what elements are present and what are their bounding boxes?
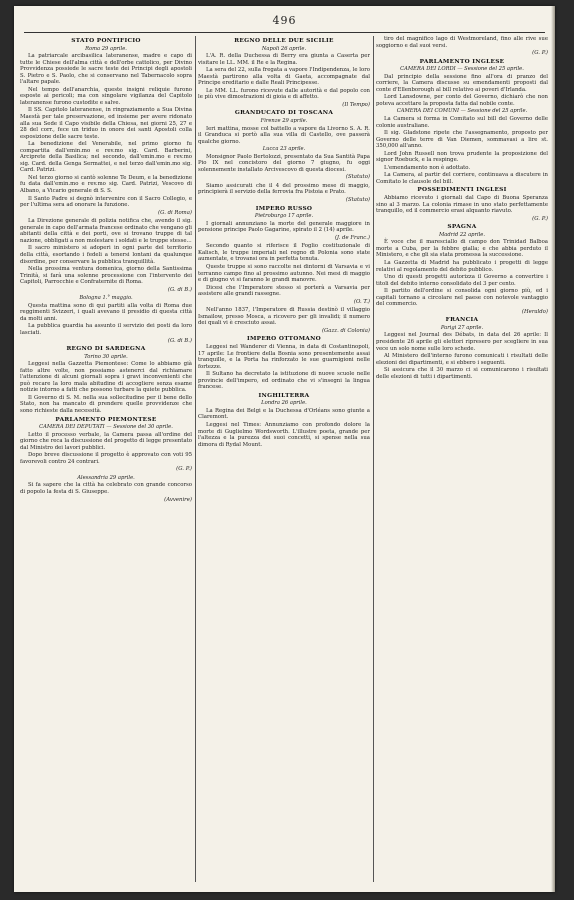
article-paragraph: La Direzione generale di polizia notifica che, avendo il sig. generale in capo dell'armata francese ordinato che vengano gli abitanti della città e dei porti, ove si trovano truppe di tal nazione, obbligati a non molestare i soldati e le truppe stesse... xyxy=(20,218,192,244)
dateline: CAMERA DEI LORDI — Sessione del 25 aprile. xyxy=(400,66,524,73)
page-header xyxy=(14,10,555,32)
article-paragraph: Leggesi nel Journal des Débats, in data del 26 aprile: Il presidente 26 aprile gli elettori ripresero per scegliere in sua vece un solo nome sulle loro schede. xyxy=(376,332,548,352)
article-paragraph: Leggesi nella Gazzetta Piemontese: Come lo abbiamo già fatto altre volte, non possiamo astenerci dal richiamare l'attenzione di alcuni giornali sopra i gravi inconvenienti che può recare la loro mala abitudine di accogliere senza esame notizie intorno a fatti che possono turbare la quiete pubblica. xyxy=(20,361,192,394)
header-rule xyxy=(24,32,545,33)
article-paragraph: Nel tempo dell'anarchia, queste insigni reliquie furono esposte ai pericoli; ma con singolare vigilanza del Capitolo lateranense furono custodite e salve. xyxy=(20,86,192,106)
article-paragraph: Nel terzo giorno si cantò solenne Te Deum, e la benedizione fu data dall'emin.mo e rev.mo sig. Card. Patrizi, Vescovo di Albano, a Vicario generale di S. S. xyxy=(20,174,192,195)
article-paragraph: Al Ministero dell'interno furono comunicati i risultati delle elezioni dei dipartimenti, e si ebbero i seguenti. xyxy=(376,353,548,366)
article-paragraph: Letto il processo verbale, la Camera passa all'ordine del giorno che reca la discussione del progetto di legge presentato dal Ministro dei lavori pubblici. xyxy=(20,431,192,451)
article-paragraph: Il Santo Padre si degnò intervenire con il Sacro Collegio, e per l'ultima sera ad onorare la funzione. xyxy=(20,195,192,209)
article-paragraph: L'emendamento non è adottato. xyxy=(384,164,471,171)
article-paragraph: L'A. R. della Duchessa di Berry era giunta a Caserta per visitare le LL. MM. il Re e la Regina. xyxy=(198,53,370,66)
source-attribution: (G. P.) xyxy=(176,466,192,473)
dateline: Alessandria 29 aprile. xyxy=(77,474,135,481)
section-heading: PARLAMENTO INGLESE xyxy=(419,58,505,65)
article-paragraph: Si fa sapere che la città ha celebrato con grande concorso di popolo la festa di S. Giuseppe. xyxy=(20,482,192,495)
dateline: Torino 30 aprile. xyxy=(84,353,128,360)
source-attribution: (Statuto) xyxy=(345,174,370,181)
column-2 xyxy=(198,36,370,882)
article-paragraph: La benedizione del Venerabile, nel primo giorno fu compartita dall'emin.mo e rev.mo sig. Card. Barberini, Arciprete della Basilica; nel secondo, dall'emin.mo e rev.mo sig. Card. della Genga Sermattei, e nel terzo dall'emin.mo sig. Card. Patrizi. xyxy=(20,141,192,174)
source-attribution: (Avvenire) xyxy=(164,496,192,503)
page-number: 496 xyxy=(272,14,297,27)
dateline: Londra 26 aprile. xyxy=(261,400,307,407)
column-divider-2 xyxy=(373,36,374,882)
dateline: Roma 29 aprile. xyxy=(85,45,127,52)
article-paragraph: Lord Lansdowne, per conto del Governo, dichiarò che non poteva accettare la proposta fatta dal nobile conte. xyxy=(376,94,548,107)
article-paragraph: tiro del magnifico lago di Westmoreland, fino alle rive sue soggiorno e dal suoi versi. xyxy=(376,36,548,49)
article-paragraph: La pubblica guardia ha assunto il servizio dei posti da loro lasciati. xyxy=(20,323,192,336)
section-heading: SPAGNA xyxy=(447,224,477,231)
article-paragraph: Dopo breve discussione il progetto è approvato con voti 95 favorevoli contro 24 contrari. xyxy=(20,452,192,465)
article-paragraph: Il partito dell'ordine si consolida ogni giorno più, ed i capitali tornano a circolare nel paese con notevole vantaggio del commercio. xyxy=(376,288,548,308)
article-paragraph: Uno di questi progetti autorizza il Governo a convertire i titoli del debito interno consolidato del 3 per cento. xyxy=(376,274,548,287)
article-paragraph: I giornali annunziano la morte del generale maggiore in pensione principe Paolo Gagarine, spirato il 2 (14) aprile. xyxy=(198,220,370,234)
source-attribution: (G. di B.) xyxy=(167,286,192,293)
source-attribution: (Heraldo) xyxy=(521,308,548,315)
dateline: Madrid 22 aprile. xyxy=(438,231,485,238)
article-paragraph: La sera del 22, sulla fregata a vapore l'Indipendenza, le loro Maestà partirono alla volta di Gaeta, accompagnate dal Principe ereditario e dalle Reali Principesse. xyxy=(198,67,370,87)
article-paragraph: La Regina dei Belgi e la Duchessa d'Orléans sono giunte a Claremont. xyxy=(198,407,370,421)
article-paragraph: La Camera, al partir del corriere, continuava a discutere in Comitato le clausole del bill. xyxy=(376,172,548,185)
source-attribution: (G. di B.) xyxy=(167,337,192,344)
dateline: Firenze 29 aprile. xyxy=(260,118,308,125)
article-paragraph: Monsignor Paolo Bertolozzi, presentato da Sua Santità Papa Pio IX nel concistoro del giorno 7 giugno, fu oggi solennemente installato Arcivescovo di questa diocesi. xyxy=(198,153,370,173)
article-paragraph: Questa mattina sono di qui partiti alla volta di Roma due reggimenti Svizzeri, i quali avevano il presidio di questa città da molti anni. xyxy=(20,302,192,322)
section-heading: INGHILTERRA xyxy=(258,392,310,399)
section-heading: STATO PONTIFICIO xyxy=(71,38,141,44)
dateline: CAMERA DEI COMUNI — Sessione del 25 aprile. xyxy=(396,108,528,115)
section-heading: REGNO DI SARDEGNA xyxy=(66,346,146,353)
article-paragraph: Il Governo di S. M. nella sua sollecitudine per il bene dello Stato, non ha mancato di prendere quelle provvidenze che sono richieste dalla necessità. xyxy=(20,394,192,414)
article-paragraph: La Gazzetta di Madrid ha pubblicato i progetti di legge relativi al regolamento del debito pubblico. xyxy=(376,259,548,273)
article-paragraph: Secondo quanto si riferisce il Foglio costituzionale di Kalisch, le truppe imperiali nel regno di Polonia sono state aumentate, e trovansi ora in perfetta tenuta. xyxy=(198,243,370,263)
article-paragraph: Nell'anno 1837, l'Imperatore di Russia destinò il villaggio Ismailow, presso Mosca, a ricovero per gli invalidi; il numero dei quali vi è cresciuto assai. xyxy=(198,307,370,327)
article-paragraph: Queste truppe si sono raccolte nei dintorni di Varsavia e vi terranno campo fino al prossimo autunno. Nei mesi di maggio e di giugno vi si faranno le grandi manovre. xyxy=(198,263,370,284)
article-paragraph: Leggesi nel Times: Annunziamo con profondo dolore la morte di Guglielmo Wordsworth. L'illustre poeta, grande per l'altezza e la purezza dei suoi concetti, si spense nella sua dimora di Rydal Mount. xyxy=(198,421,370,448)
dateline: Parigi 27 aprile. xyxy=(440,324,484,331)
section-heading: FRANCIA xyxy=(445,317,479,324)
source-attribution: (Gazz. di Colonia) xyxy=(321,327,370,334)
article-paragraph: Il SS. Capitolo lateranense, in ringraziamento a Sua Divina Maestà per tale preservazione, ed insieme per avere ridonato alla sua Sede il Capo visibile della Chiesa, nei giorni 25, 27 e 28 del corr., fece un triduo in onore dei santi Apostoli colla esposizione delle sacre teste. xyxy=(20,107,192,140)
section-heading: POSSEDIMENTI INGLESI xyxy=(417,187,507,194)
section-heading: REGNO DELLE DUE SICILIE xyxy=(234,38,334,44)
source-attribution: (G. P.) xyxy=(532,50,548,57)
source-attribution: (Statuto) xyxy=(345,197,370,204)
dateline: Lucca 23 aprile. xyxy=(262,146,306,153)
article-paragraph: Leggesi nel Wanderer di Vienna, in data di Costantinopoli, 17 aprile: Le frontiere della Bosnia sono presentemente assai tranquille, e la Porta ha rinforzato le sue guarnigioni nelle fortezze. xyxy=(198,343,370,370)
article-paragraph: Il sig. Gladstone ripete che l'assegnamento, proposto per Governo delle terre di Van Diemen, sommavasi a lire st. 350,000 all'anno. xyxy=(376,130,548,150)
article-paragraph: Abbiamo ricevuto i giornali dal Capo di Buona Speranza sino al 3 marzo. La colonia rimase in uno stato perfettamente tranquillo, ed il commercio erasi alquanto riavuto. xyxy=(376,195,548,215)
column-divider-1 xyxy=(195,36,196,882)
section-heading: IMPERO RUSSO xyxy=(255,205,313,212)
dateline: Pietroburgo 17 aprile. xyxy=(254,213,314,220)
article-paragraph: Il Sultano ha decretato la istituzione di nuove scuole nelle provincie dell'impero, ed ordinato che vi s'insegni la lingua francese. xyxy=(198,371,370,391)
source-attribution: (Il Tempo) xyxy=(342,101,370,108)
article-paragraph: Si assicura che il 30 marzo ci si comunicarono i risultati delle elezioni di tutti i dipartimenti. xyxy=(376,367,548,380)
section-heading: PARLAMENTO PIEMONTESE xyxy=(55,416,157,423)
article-paragraph: Lord John Russell non trova prudente la proposizione del signor Roebuck, e la respinge. xyxy=(376,150,548,164)
section-heading: GRANDUCATO DI TOSCANA xyxy=(234,110,334,117)
dateline: CAMERA DEI DEPUTATI — Sessione del 30 aprile. xyxy=(39,424,173,431)
source-attribution: (O. T.) xyxy=(353,298,370,305)
article-paragraph: Il sacro ministero si adoperi in ogni parte del territorio della città, esortando i fedeli a tenersi lontani da qualunque disordine, per conservare la pubblica tranquillità. xyxy=(20,245,192,265)
dateline: Napoli 26 aprile. xyxy=(261,45,307,52)
newspaper-page xyxy=(14,6,555,892)
article-paragraph: Dal principio della sessione fino all'ora di pranzo del corriere, la Camera discusse su emendamenti proposti dal conte d'Ellenborough al bill relativo ai poveri d'Irlanda. xyxy=(376,73,548,93)
article-paragraph: Ieri mattina, mosse col battello a vapore da Livorno S. A. R. il Granduca si portò alla sua villa di Castello, ove passerà qualche giorno. xyxy=(198,125,370,145)
column-3 xyxy=(376,36,548,882)
source-attribution: (J. de Franc.) xyxy=(334,234,370,241)
dateline: Bologna 1.° maggio. xyxy=(79,295,133,302)
source-attribution: (G. di Roma) xyxy=(158,209,192,216)
article-paragraph: Le MM. LL. furono ricevute dalle autorità e dal popolo con le più vive dimostrazioni di gioia e di affetto. xyxy=(198,87,370,101)
column-1 xyxy=(20,36,192,882)
source-attribution: (G. P.) xyxy=(532,215,548,222)
article-paragraph: Dicesi che l'Imperatore stesso si porterà a Varsavia per assistere alle grandi rassegne. xyxy=(198,284,370,298)
article-paragraph: La Camera si forma in Comitato sul bill del Governo delle colonie australiane. xyxy=(376,116,548,129)
article-paragraph: È voce che il maresciallo di campo don Trinidad Balboa morte a Cuba, per la febbre gialla; e che abbia perduto il Ministero, e che gli sia stata promessa la successione. xyxy=(376,239,548,259)
article-paragraph: Siamo assicurati che il 4 del prossimo mese di maggio, principierà il servizio della ferrovia fra Pistoia e Prato. xyxy=(198,182,370,196)
article-paragraph: La patriarcale arcibasilica lateranense, madre e capo di tutte le Chiese dell'alma città e dell'orbe cattolico, per Divino Provvidenza possiede le sacre teste dei Principi degli apostoli S. Pietro e S. Paolo, che si conservano nel Tabernacolo sopra l'altare papale. xyxy=(20,53,192,86)
section-heading: IMPERO OTTOMANO xyxy=(246,336,322,343)
page-edge-shadow xyxy=(551,6,555,892)
article-paragraph: Nella prossima ventura domenica, giorno della Santissima Trinità, si farà una solenne processione con l'intervento dei Capitoli, Parrocchie e Confraternite di Roma. xyxy=(20,266,192,286)
